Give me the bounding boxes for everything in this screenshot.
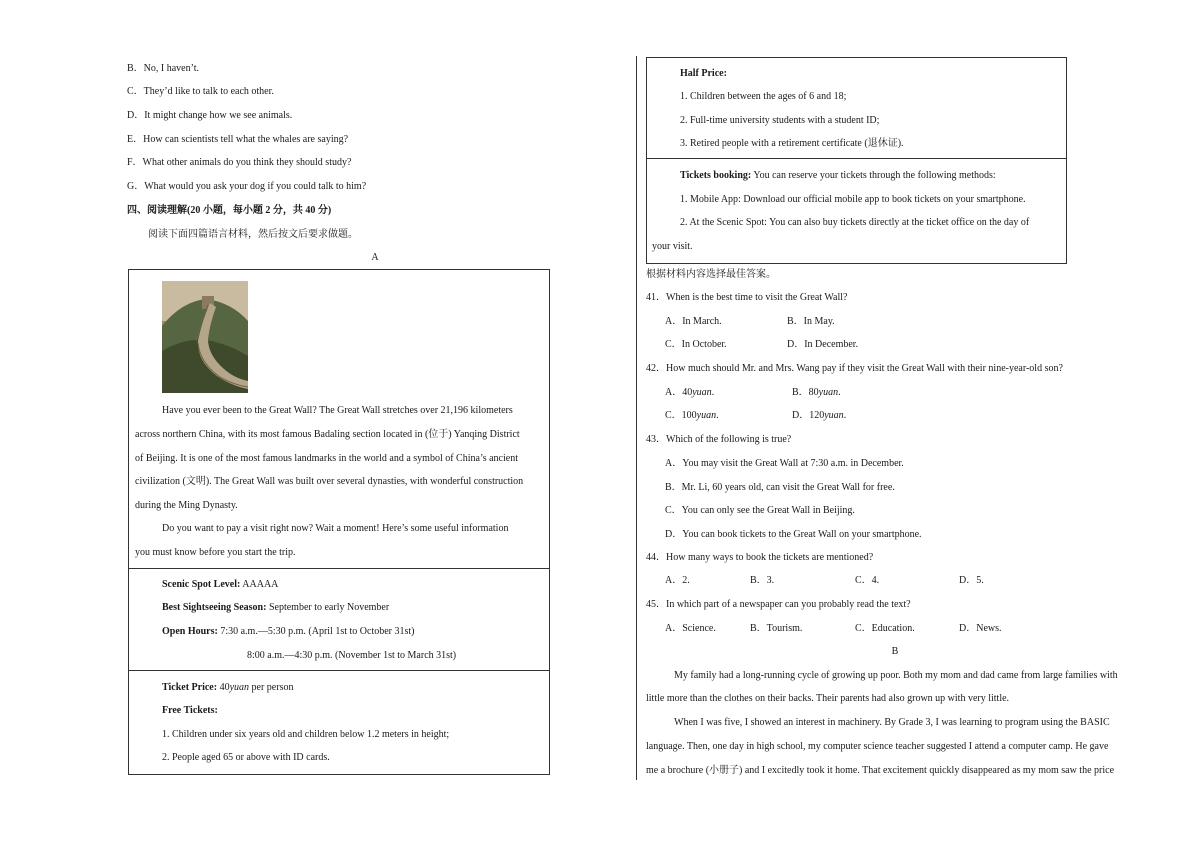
intro-line: Do you want to pay a visit right now? Wait a moment! Here’s some useful information: [162, 523, 509, 534]
column-divider: [636, 56, 637, 780]
q41-option-b: B．In May.: [787, 316, 835, 327]
ticket-price-label: Ticket Price:: [162, 682, 218, 693]
q42-option-d-num: D．120: [792, 410, 825, 421]
intro-line: during the Ming Dynasty.: [135, 500, 238, 511]
q44-option-a: A．2.: [665, 575, 690, 586]
q42-option-d: D．120yuan.: [792, 410, 847, 421]
divider: [128, 568, 549, 569]
ticket-price-number: 40: [217, 682, 230, 693]
open-hours-value: 7:30 a.m.—5:30 p.m. (April 1st to October 31st): [217, 626, 415, 637]
intro-line: across northern China, with its most famous Badaling section located in (位于) Yanqing District: [135, 429, 520, 440]
option-c: C．They’d like to talk to each other.: [127, 86, 274, 97]
q42-unit: yuan: [824, 410, 844, 421]
tickets-booking-label: Tickets booking:: [680, 170, 752, 181]
half-price-label: Half Price:: [680, 68, 727, 79]
q45-option-a: A．Science.: [665, 623, 716, 634]
tickets-booking-value: You can reserve your tickets through the following methods:: [751, 170, 996, 181]
q43-option-a: A．You may visit the Great Wall at 7:30 a.m. in December.: [665, 458, 904, 469]
half-price-item: 2. Full-time university students with a student ID;: [680, 115, 880, 126]
open-hours-winter: 8:00 a.m.—4:30 p.m. (November 1st to March 31st): [247, 650, 457, 661]
best-season-label: Best Sightseeing Season:: [162, 602, 267, 613]
q45-option-b: B．Tourism.: [750, 623, 803, 634]
intro-line: of Beijing. It is one of the most famous landmarks in the world and a symbol of China’s ancient: [135, 453, 518, 464]
intro-line: you must know before you start the trip.: [135, 547, 296, 558]
passage-a-box-continued: [646, 57, 1067, 264]
half-price-item: 3. Retired people with a retirement certificate (退休证).: [680, 138, 904, 149]
question-41: 41．When is the best time to visit the Great Wall?: [646, 292, 848, 303]
tickets-booking: [680, 169, 996, 183]
free-ticket-item: 2. People aged 65 or above with ID cards.: [162, 752, 330, 763]
passage-b-line: When I was five, I showed an interest in machinery. By Grade 3, I was learning to program using the BASIC: [674, 717, 1110, 728]
passage-b-label: B: [891, 646, 899, 657]
q44-option-d: D．5.: [959, 575, 984, 586]
q44-option-c: C．4.: [855, 575, 880, 586]
q41-option-c: C．In October.: [665, 339, 727, 350]
free-ticket-item: 1. Children under six years old and children below 1.2 meters in height;: [162, 729, 450, 740]
q42-option-b: B．80yuan.: [792, 387, 841, 398]
q43-option-b: B．Mr. Li, 60 years old, can visit the Great Wall for free.: [665, 482, 895, 493]
choose-instruction: 根据材料内容选择最佳答案。: [646, 269, 776, 280]
free-tickets-label: Free Tickets:: [162, 705, 218, 716]
ticket-price-rest: per person: [249, 682, 294, 693]
q45-option-c: C．Education.: [855, 623, 915, 634]
great-wall-photo: [162, 281, 248, 393]
passage-b-line: little more than the clothes on their backs. Their parents had also grown up with very little.: [646, 693, 1010, 704]
q42-unit: yuan: [692, 387, 712, 398]
section-instruction: 阅读下面四篇语言材料，然后按文后要求做题。: [148, 229, 358, 240]
scenic-level-label: Scenic Spot Level:: [162, 579, 241, 590]
open-hours: [162, 625, 415, 639]
booking-method-tail: your visit.: [652, 241, 693, 252]
option-e: E．How can scientists tell what the whales are saying?: [127, 134, 349, 145]
q41-option-a: A．In March.: [665, 316, 722, 327]
option-b: B．No, I haven’t.: [127, 63, 200, 74]
q44-option-b: B．3.: [750, 575, 775, 586]
divider: [646, 158, 1066, 159]
booking-method: 2. At the Scenic Spot: You can also buy tickets directly at the ticket office on the day of: [680, 217, 1030, 228]
intro-line: civilization (文明). The Great Wall was built over several dynasties, with wonderful construction: [135, 476, 524, 487]
q42-option-a-num: A．40: [665, 387, 693, 398]
question-43: 43．Which of the following is true?: [646, 434, 792, 445]
passage-a-label: A: [371, 252, 379, 263]
q42-unit: yuan: [818, 387, 839, 398]
option-d: D．It might change how we see animals.: [127, 110, 293, 121]
question-42: 42．How much should Mr. and Mrs. Wang pay if they visit the Great Wall with their nine-year-old son?: [646, 363, 1063, 374]
ticket-price-unit: yuan: [229, 682, 250, 693]
booking-method: 1. Mobile App: Download our official mobile app to book tickets on your smartphone.: [680, 194, 1026, 205]
q43-option-d: D．You can book tickets to the Great Wall on your smartphone.: [665, 529, 922, 540]
q42-option-a: A．40yuan.: [665, 387, 715, 398]
q42-option-c: C．100yuan.: [665, 410, 719, 421]
q42-option-c-num: C．100: [665, 410, 697, 421]
q43-option-c: C．You can only see the Great Wall in Beijing.: [665, 505, 855, 516]
scenic-level-value: AAAAA: [240, 579, 279, 590]
q42-option-b-num: B．80: [792, 387, 819, 398]
divider: [128, 670, 549, 671]
question-45: 45．In which part of a newspaper can you probably read the text?: [646, 599, 911, 610]
best-season: [162, 601, 389, 615]
half-price-item: 1. Children between the ages of 6 and 18;: [680, 91, 847, 102]
passage-b-line: My family had a long-running cycle of growing up poor. Both my mom and dad came from large families with: [674, 670, 1118, 681]
question-44: 44．How many ways to book the tickets are mentioned?: [646, 552, 874, 563]
q41-option-d: D．In December.: [787, 339, 859, 350]
ticket-price: [162, 681, 293, 695]
option-f: F．What other animals do you think they should study?: [127, 157, 352, 168]
open-hours-label: Open Hours:: [162, 626, 218, 637]
q42-unit: yuan: [696, 410, 717, 421]
scenic-level: [162, 578, 278, 592]
passage-b-line: language. Then, one day in high school, my computer science teacher suggested I attend a computer camp. He gave: [646, 741, 1109, 752]
option-g: G．What would you ask your dog if you could talk to him?: [127, 181, 367, 192]
passage-b-line: me a brochure (小册子) and I excitedly took it home. That excitement quickly disappeared as my mom saw the price: [646, 765, 1115, 776]
best-season-value: September to early November: [266, 602, 390, 613]
q45-option-d: D．News.: [959, 623, 1002, 634]
intro-line: Have you ever been to the Great Wall? The Great Wall stretches over 21,196 kilometers: [162, 405, 513, 416]
section-title: 四、阅读理解(20 小题，每小题 2 分，共 40 分): [127, 205, 332, 216]
